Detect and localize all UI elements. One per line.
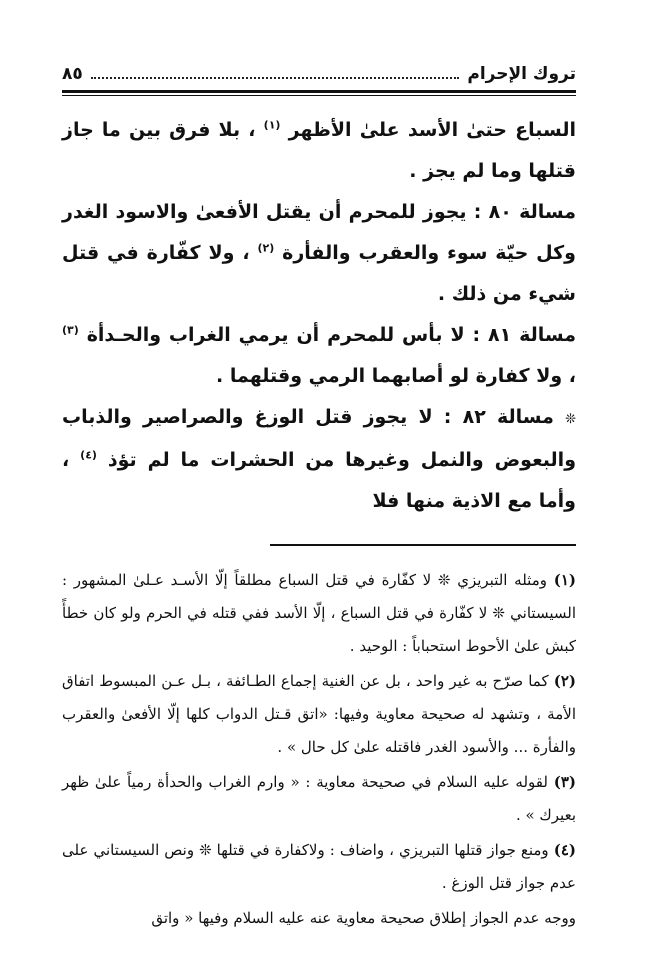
- running-header: [62, 58, 576, 84]
- paragraph-text: ، بلا فرق بين ما جاز قتلها وما لم يجز .: [62, 119, 576, 182]
- paragraph-continuation: [62, 110, 576, 192]
- masala-label: مسالة ٨١: [488, 324, 576, 346]
- masala-text: ، وأما مع الاذية منها فلا: [62, 449, 576, 512]
- masala-82: [62, 397, 576, 522]
- footnote-ref-2: (٢): [257, 241, 275, 255]
- footnote-text: كما صرّح به غير واحد ، بل عن الغنية إجماع الطـائفة ، بـل عـن المبسوط اتفاق الأمة ، وتشهد له صحيحة معاوية وفيها: «اتق قـتل الدواب كلها إلّا الأفعىٰ والعقرب والفأرة ... والأسود الغدر فاقتله علىٰ كل حال » .: [62, 672, 576, 756]
- header-title: تروك الإحرام: [467, 64, 576, 84]
- masala-label: مسالة ٨٢: [462, 406, 554, 428]
- main-text: [62, 110, 576, 522]
- book-page: [62, 58, 576, 956]
- masala-text: : لا بأس للمحرم أن يرمي الغراب والحـدأة: [86, 324, 481, 346]
- footnote-separator: [270, 544, 576, 546]
- masala-text: : يجوز للمحرم أن يقتل الأفعىٰ والاسود الغدر وكل حيّة سوء والعقرب والفأرة: [62, 201, 576, 264]
- footnote-number: (٤): [553, 841, 576, 859]
- page-number: ٨٥: [62, 64, 83, 84]
- footnote-number: (٣): [553, 773, 576, 791]
- footnote-1: [62, 564, 576, 663]
- footnote-number: (١): [553, 571, 576, 589]
- footnote-ref-1: (١): [263, 118, 281, 132]
- footnote-2: [62, 665, 576, 764]
- masala-label: مسالة ٨٠: [488, 201, 576, 223]
- header-leader-dots: [91, 77, 460, 79]
- footnote-3: [62, 766, 576, 832]
- footnote-ref-4: (٤): [80, 448, 97, 462]
- paragraph-text: السباع حتىٰ الأسد علىٰ الأظهر: [288, 119, 576, 141]
- footnote-ref-3: (٣): [62, 323, 79, 337]
- footnote-number: (٢): [553, 672, 576, 690]
- masala-text: ، ولا كفّارة في قتل شيء من ذلك .: [62, 242, 576, 305]
- masala-81: [62, 315, 576, 397]
- footnote-text: ومثله التبريزي ❊ لا كفّارة في قتل السباع مطلقاً إلّا الأسـد عـلىٰ المشهور : السيستاني ❊ لا كفّارة في قتل السباع ، إلّا الأسد ففي قتله في الحرم ولو كان خطأً كبش علىٰ الأحوط استحباباً : الوحيد .: [62, 571, 576, 655]
- star-icon: ❊: [565, 412, 576, 427]
- header-rule-thin: [62, 95, 576, 96]
- footnote-text: لقوله عليه السلام في صحيحة معاوية : « وارم الغراب والحدأة رمياً علىٰ ظهر بعيرك » .: [62, 773, 576, 824]
- footnote-text: ومنع جواز قتلها التبريزي ، واضاف : ولاكفارة في قتلها ❊ ونص السيستاني على عدم جواز قتل الوزغ .: [62, 841, 576, 892]
- masala-text: : لا يجوز قتل الوزغ والصراصير والذباب والبعوض والنمل وغيرها من الحشرات ما لم تؤذ: [62, 406, 577, 471]
- header-rule-thick: [62, 90, 576, 93]
- footnote-4: [62, 834, 576, 900]
- footnote-text: ووجه عدم الجواز إطلاق صحيحة معاوية عنه عليه السلام وفيها « واتق: [151, 909, 576, 927]
- footnotes: [62, 564, 576, 935]
- footnote-continuation: [62, 902, 576, 935]
- masala-text: ، ولا كفارة لو أصابهما الرمي وقتلهما .: [216, 365, 576, 387]
- masala-80: [62, 192, 576, 315]
